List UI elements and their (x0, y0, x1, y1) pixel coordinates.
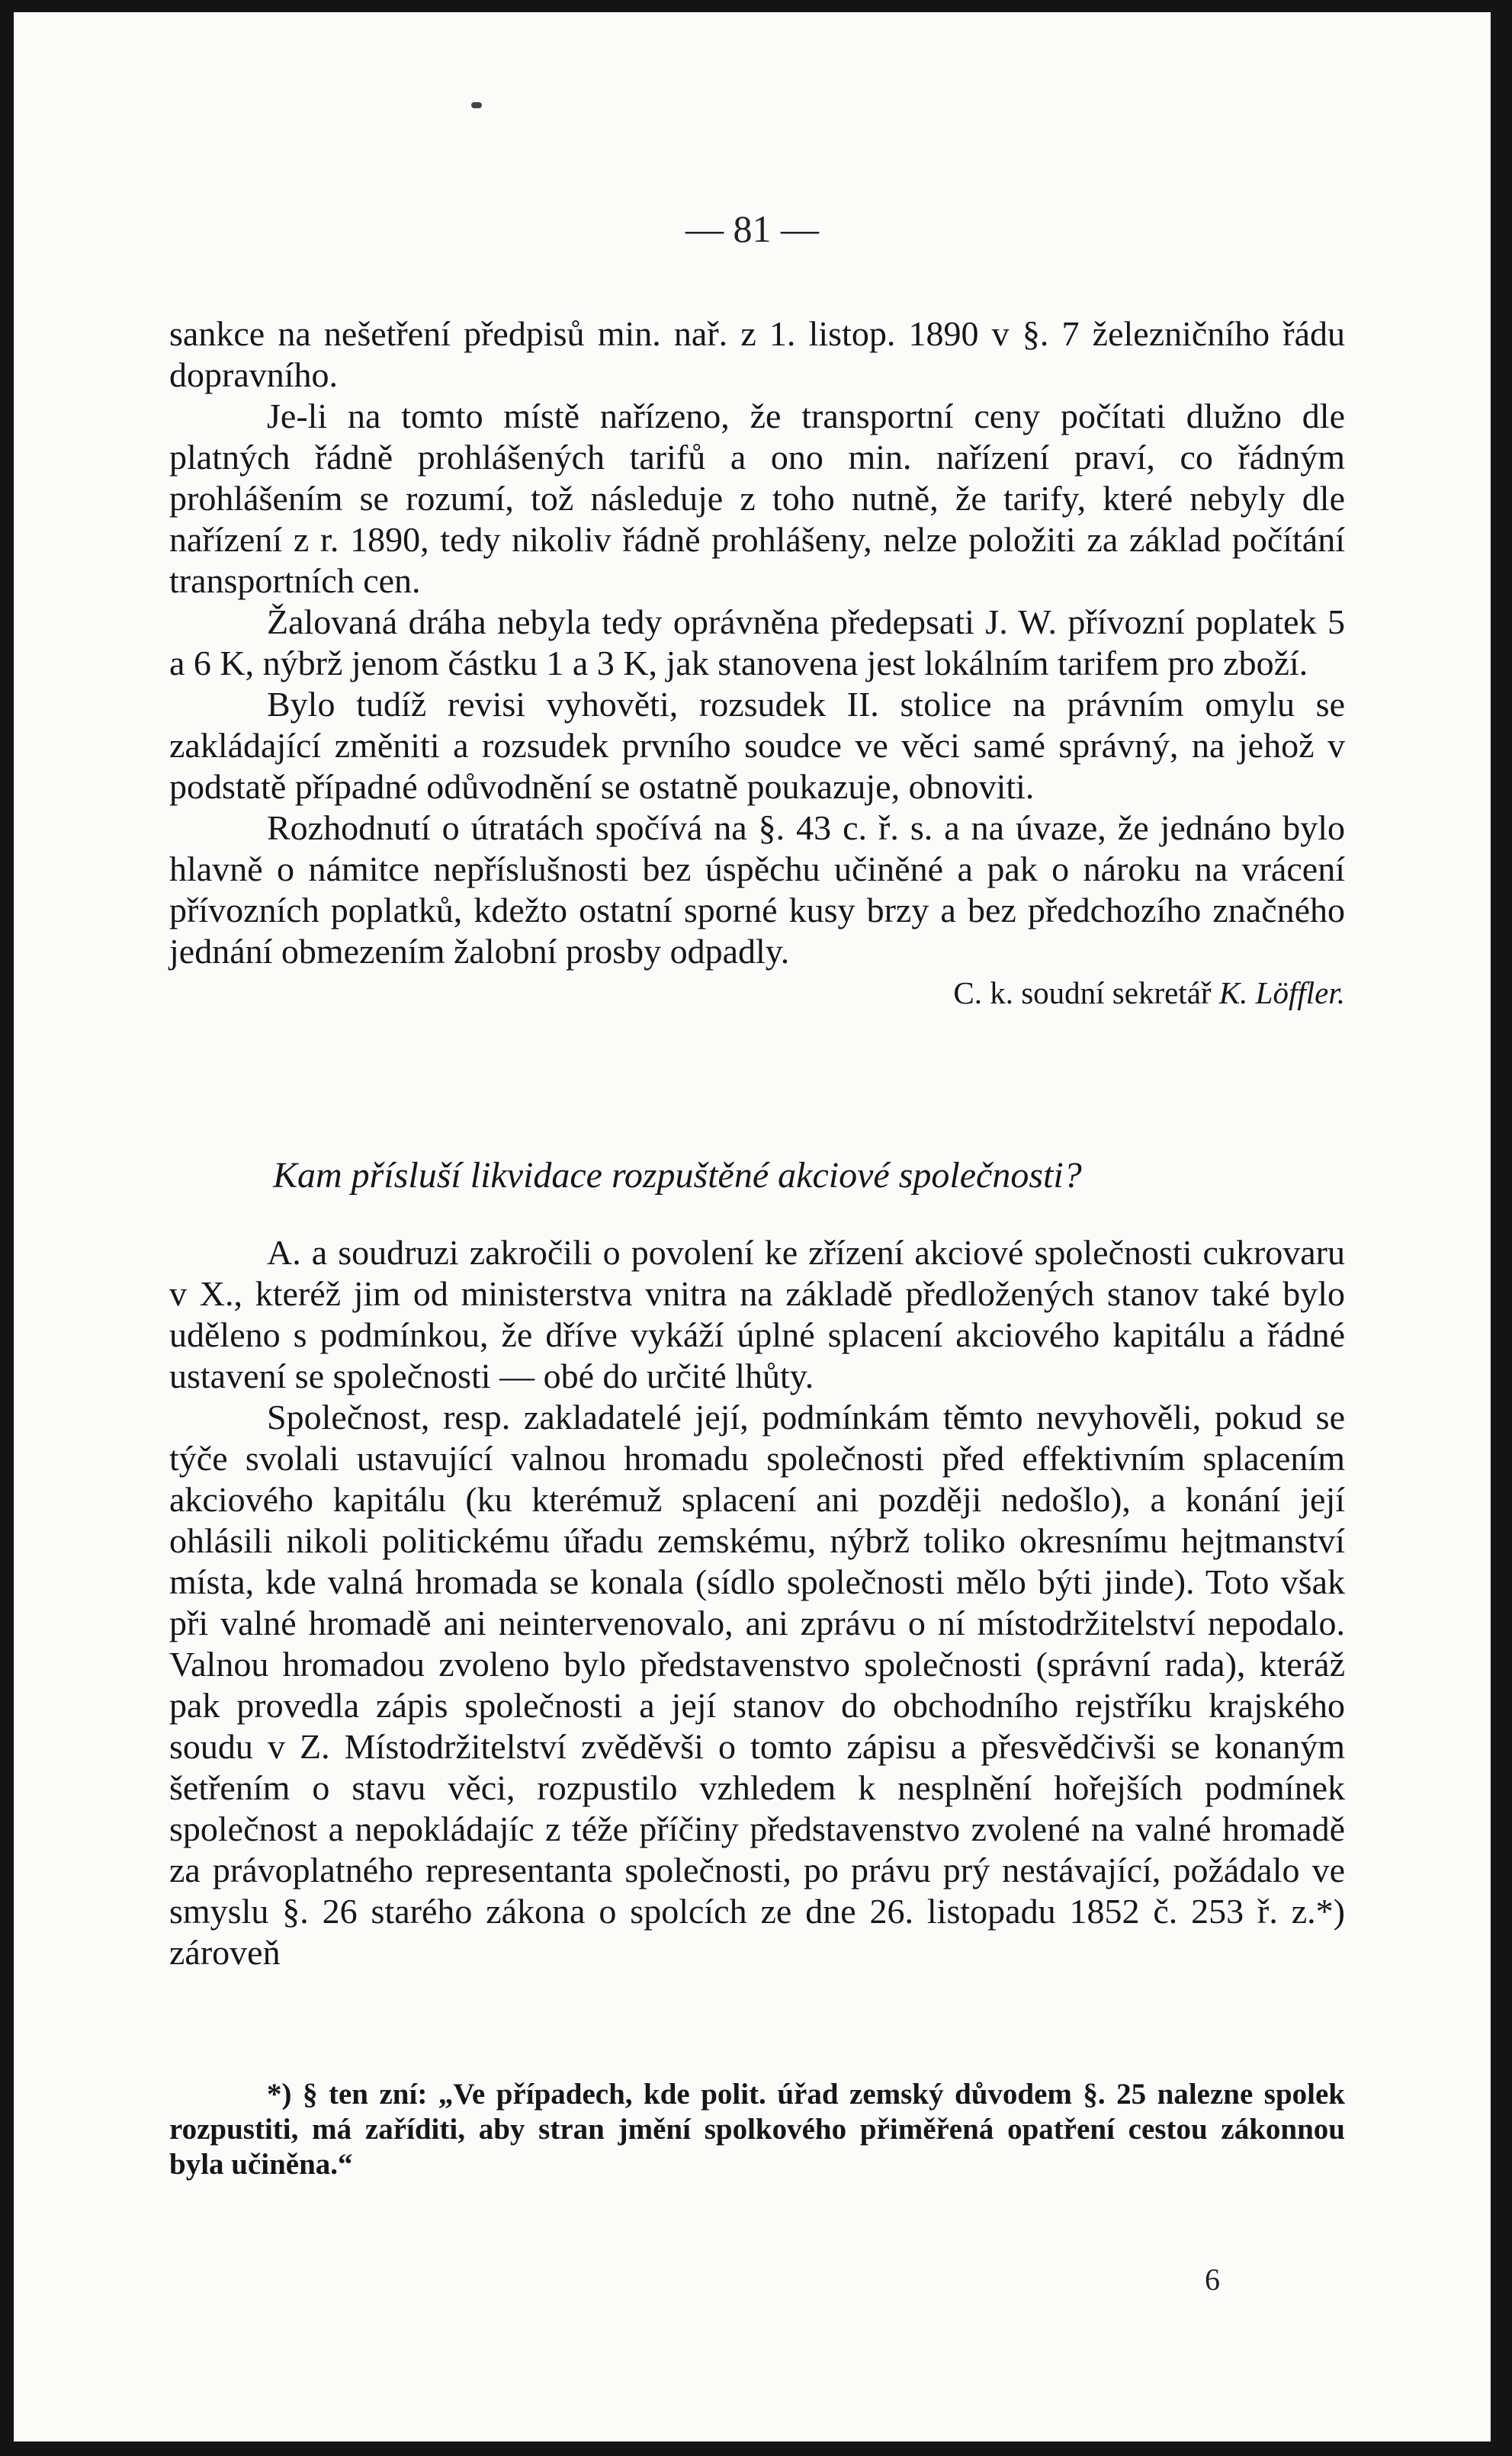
footnote-text: *) § ten zní: „Ve případech, kde polit. úřad zemský důvodem §. 25 nalezne spolek rozpustiti, má zaříditi, aby stran jmění spolkového přiměřená opatření cestou zákonnou byla učiněna.“ (169, 2078, 1345, 2181)
section-2-text (169, 1232, 1345, 1973)
section-1-text (169, 313, 1345, 1013)
signature (953, 972, 1345, 1013)
signature-title: C. k. soudní sekretář (953, 975, 1212, 1010)
scan-speck (471, 102, 482, 108)
book-page (14, 12, 1491, 2442)
paragraph: Rozhodnutí o útratách spočívá na §. 43 c. ř. s. a na úvaze, že jednáno bylo hlavně o námitce nepříslušnosti bez úspěchu učiněné a pak o nároku na vrácení přívozních poplatků, kdežto ostatní sporné kusy brzy a bez předchozího značného jednání obmezením žalobní prosby odpadly. (169, 808, 1345, 971)
paragraph: A. a soudruzi zakročili o povolení ke zřízení akciové společnosti cukrovaru v X., kteréž jim od ministerstva vnitra na základě předložených stanov také bylo uděleno s podmínkou, že dříve vykáží úplné splacení akciového kapitálu a řádné ustavení se společnosti — obé do určité lhůty. (169, 1233, 1345, 1395)
paragraph: sankce na nešetření předpisů min. nař. z 1. listop. 1890 v §. 7 železničního řádu dopravního. (169, 314, 1345, 394)
footnote (169, 2077, 1345, 2182)
paragraph: Bylo tudíž revisi vyhověti, rozsudek II. stolice na právním omylu se zakládající změniti a rozsudek prvního soudce ve věci samé správný, na jehož v podstatě případné odůvodnění se ostatně poukazuje, obnoviti. (169, 685, 1345, 806)
page-number: — 81 — (685, 207, 819, 250)
paragraph: Společnost, resp. zakladatelé její, podmínkám těmto nevyhověli, pokud se týče svolali ustavující valnou hromadu společnosti před effektivním splacením akciového kapitálu (ku kterémuž splacení ani později nedošlo), a konání její ohlásili nikoli politickému úřadu zemskému, nýbrž toliko okresnímu hejtmanství místa, kde valná hromada se konala (sídlo společnosti mělo býti jinde). Toto však při valné hromadě ani neintervenovalo, ani zprávu o ní místodržitelství nepodalo. Valnou hromadou zvoleno bylo představenstvo společnosti (správní rada), kteráž pak provedla zápis společnosti a její stanov do obchodního rejstříku krajského soudu v Z. Místodržitelství zvěděvši o tomto zápisu a přesvědčivši se konaným šetřením o stavu věci, rozpustilo vzhledem k nesplnění hořejších podmínek společnost a nepokládajíc z téže příčiny představenstvo zvolené na valné hromadě za právoplatného representanta společnosti, po právu prý nestávající, požádalo ve smyslu §. 26 starého zákona o spolcích ze dne 26. listopadu 1852 č. 253 ř. z.*) zároveň (169, 1398, 1345, 1972)
paragraph: Žalovaná dráha nebyla tedy oprávněna předepsati J. W. přívozní poplatek 5 a 6 K, nýbrž jenom částku 1 a 3 K, jak stanovena jest lokálním tarifem pro zboží. (169, 602, 1345, 682)
paragraph: Je-li na tomto místě nařízeno, že transportní ceny počítati dlužno dle platných řádně prohlášených tarifů a ono min. nařízení praví, co řádným prohlášením se rozumí, tož následuje z toho nutně, že tarify, které nebyly dle nařízení z r. 1890, tedy nikoliv řádně prohlášeny, nelze položiti za základ počítání transportních cen. (169, 396, 1345, 600)
section-heading: Kam přísluší likvidace rozpuštěné akciové společnosti? (273, 1155, 1082, 1196)
signature-line (169, 972, 1345, 1013)
printer-signature-mark: 6 (1205, 2262, 1220, 2297)
signature-name: K. Löffler. (1218, 975, 1345, 1010)
